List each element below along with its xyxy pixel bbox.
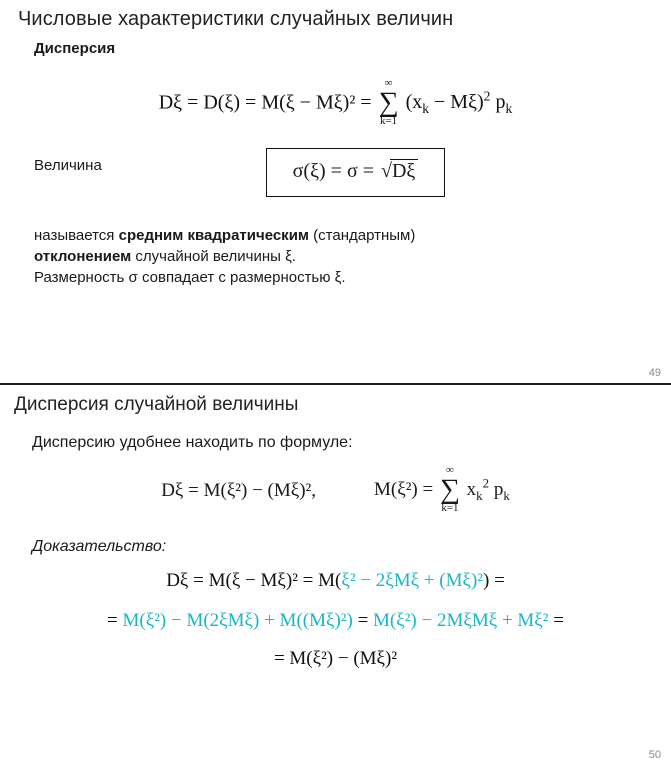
- text-standartnym: (стандартным): [309, 226, 416, 244]
- proof-line-2: [0, 610, 671, 632]
- proof-line-2-part-c: =: [352, 609, 374, 631]
- text-sluchaynoy-velichiny: случайной величины ξ.: [131, 247, 296, 265]
- formula-pair-row: [0, 466, 671, 516]
- slide1-title: Числовые характеристики случайных величин: [18, 8, 454, 30]
- slide1-subtitle: Дисперсия: [34, 40, 116, 57]
- text-otkloneniem: отклонением: [34, 247, 132, 265]
- sigma-glyph: ∑: [439, 473, 460, 505]
- summation-symbol: [379, 78, 399, 128]
- proof-line-3: = M(ξ²) − (Mξ)²: [273, 647, 398, 669]
- proof-line-2-highlight-1: M(ξ²) − M(2ξMξ) + M((Mξ)²): [122, 609, 353, 631]
- sigma-glyph: ∑: [378, 86, 399, 118]
- formula-second-moment-lhs: M(ξ²) =: [374, 479, 434, 501]
- slide2-lead-text: Дисперсию удобнее находить по формуле:: [32, 434, 353, 451]
- formula-variance-lhs: Dξ = D(ξ) = M(ξ − Mξ)² =: [158, 91, 372, 114]
- page-number-50: 50: [648, 749, 661, 761]
- formula-variance-definition: [0, 79, 671, 129]
- slide2-title: Дисперсия случайной величины: [14, 394, 299, 415]
- boxed-standard-deviation-formula: [266, 148, 446, 197]
- formula-second-moment: [374, 466, 510, 516]
- paragraph-definition: [0, 225, 671, 289]
- proof-line-1-part-c: ) =: [483, 569, 505, 591]
- sum-upper-limit: ∞: [446, 464, 454, 476]
- text-razmernost: Размерность σ совпадает с размерностью ξ.: [34, 269, 346, 287]
- page-number-49: 49: [648, 367, 661, 379]
- sigma-formula-lhs: σ(ξ) = σ =: [292, 159, 379, 182]
- proof-line-1-highlight: ξ² − 2ξMξ + (Mξ)²: [341, 569, 483, 591]
- proof-line-2-part-a: =: [107, 609, 123, 631]
- formula-second-moment-sum-body: $x_k^2$ $p_k$: [466, 475, 510, 503]
- sum-upper-limit: ∞: [384, 77, 393, 89]
- summation-symbol: [440, 465, 460, 515]
- formula-variance-sum-body: $(x_k - M\xi)^2$ $p_k$: [405, 88, 513, 117]
- proof-line-2-highlight-2: M(ξ²) − 2MξMξ + Mξ²: [373, 609, 549, 631]
- text-nazyvaetsya: называется: [34, 226, 119, 244]
- text-srednim-kvadraticheskim: средним квадратическим: [118, 226, 310, 244]
- proof-label: Доказательство:: [32, 537, 167, 555]
- slide-variance-of-random-variable: [0, 383, 671, 765]
- proof-line-1-part-a: Dξ = M(ξ − Mξ)² = M(: [166, 569, 342, 591]
- sum-lower-limit: k=1: [441, 502, 459, 515]
- sum-lower-limit: k=1: [379, 115, 398, 128]
- label-velichina: Величина: [34, 156, 102, 174]
- sqrt-icon: √Dξ: [379, 160, 418, 183]
- proof-line-1: [0, 570, 671, 592]
- formula-variance-shortcut: Dξ = M(ξ²) − (Mξ)²,: [161, 479, 317, 501]
- proof-line-2-part-e: =: [548, 609, 564, 631]
